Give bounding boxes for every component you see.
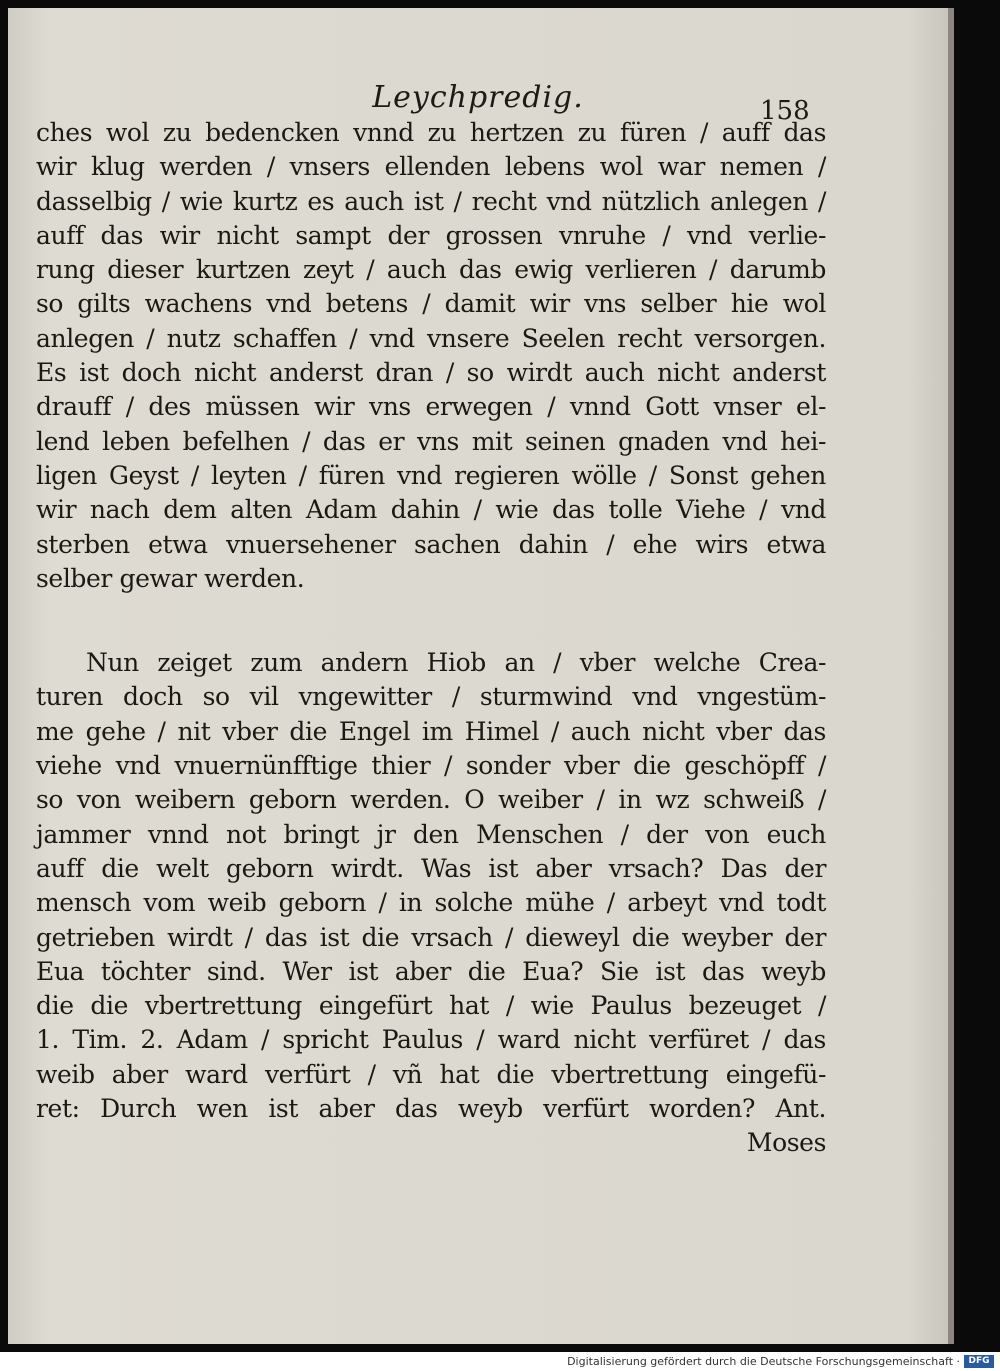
text-line: wir klug werden / vnsers ellenden lebens wol war nemen /: [36, 152, 826, 182]
text-line: mensch vom weib geborn / in solche mühe / arbeyt vnd todt: [36, 888, 826, 918]
page-edge: [948, 8, 954, 1344]
text-line: drauff / des müssen wir vns erwegen / vnnd Gott vnser el-: [36, 392, 826, 422]
text-line: so gilts wachens vnd betens / damit wir vns selber hie wol: [36, 289, 826, 319]
text-line: rung dieser kurtzen zeyt / auch das ewig verlieren / darumb: [36, 255, 826, 285]
paragraph-gap: [36, 596, 826, 646]
body-text: [36, 116, 826, 1161]
text-line: so von weibern geborn werden. O weiber / in wz schweiß /: [36, 785, 826, 815]
text-line: die die vbertrettung eingefürt hat / wie Paulus bezeuget /: [36, 991, 826, 1021]
text-line: 1. Tim. 2. Adam / spricht Paulus / ward nicht verfüret / das: [36, 1025, 826, 1055]
text-line: weib aber ward verfürt / vñ hat die vbertrettung eingefü-: [36, 1059, 826, 1089]
book-page: [8, 8, 948, 1344]
paragraph-2: [36, 646, 826, 1160]
text-line: ret: Durch wen ist aber das weyb verfürt worden? Ant.: [36, 1094, 826, 1124]
text-line: anlegen / nutz schaffen / vnd vnsere Seelen recht versorgen.: [36, 323, 826, 353]
text-line: dasselbig / wie kurtz es auch ist / recht vnd nützlich anlegen /: [36, 186, 826, 216]
text-line: auff die welt geborn wirdt. Was ist aber vrsach? Das der: [36, 853, 826, 883]
text-line: lend leben befelhen / das er vns mit seinen gnaden vnd hei-: [36, 426, 826, 456]
text-line: viehe vnd vnuernünfftige thier / sonder vber die geschöpff /: [36, 751, 826, 781]
text-line: Es ist doch nicht anderst dran / so wirdt auch nicht anderst: [36, 358, 826, 388]
dfg-logo: DFG: [964, 1355, 994, 1368]
funding-notice: Digitalisierung gefördert durch die Deutsche Forschungsgemeinschaft ·: [567, 1355, 960, 1368]
text-line: ligen Geyst / leyten / füren vnd regieren wölle / Sonst gehen: [36, 460, 826, 490]
text-line: sterben etwa vnuersehener sachen dahin / ehe wirs etwa: [36, 529, 826, 559]
text-line: Eua töchter sind. Wer ist aber die Eua? Sie ist das weyb: [36, 956, 826, 986]
text-line: getrieben wirdt / das ist die vrsach / dieweyl die weyber der: [36, 922, 826, 952]
paragraph-1: [36, 116, 826, 596]
text-line: me gehe / nit vber die Engel im Himel / auch nicht vber das: [36, 716, 826, 746]
text-line: turen doch so vil vngewitter / sturmwind vnd vngestüm-: [36, 682, 826, 712]
text-line: Nun zeiget zum andern Hiob an / vber welche Crea-: [86, 648, 826, 678]
catchword: Moses: [746, 1128, 826, 1158]
running-head: Leychpredig.: [372, 80, 584, 115]
text-line: auff das wir nicht sampt der grossen vnruhe / vnd verlie-: [36, 220, 826, 250]
dfg-footer: [0, 1352, 1000, 1371]
text-line: wir nach dem alten Adam dahin / wie das tolle Viehe / vnd: [36, 495, 826, 525]
page-number: 158: [760, 96, 810, 126]
text-line: selber gewar werden.: [36, 563, 305, 593]
text-line: jammer vnnd not bringt jr den Menschen / der von euch: [36, 819, 826, 849]
text-line: ches wol zu bedencken vnnd zu hertzen zu füren / auff das: [36, 118, 826, 147]
